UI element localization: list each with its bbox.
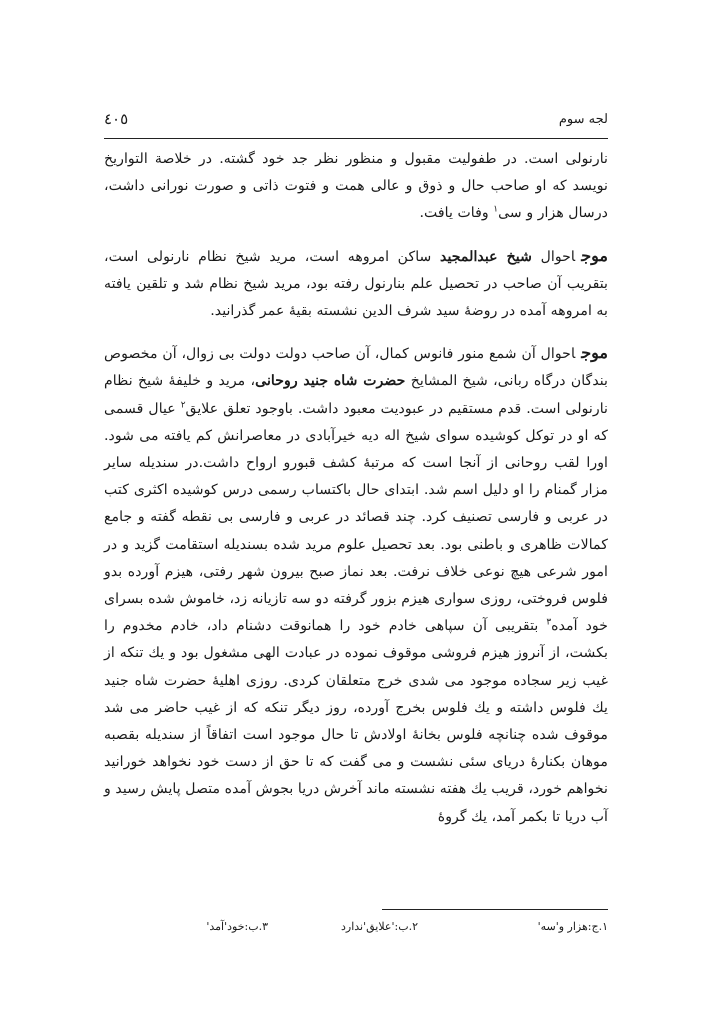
footnote-3: ۳.ب:خود'آمد' — [206, 920, 268, 933]
paragraph-2-text-2: ساکن امروهه است، مرید شیخ نظام نارنولی است، بتقریب آن صاحب در تحصیل علم بنارنول رفته بود، مرید شیخ نظام شد و تلقین یافته به امروهه آمده در روضهٔ سید شرف الدین نشسته بقیهٔ عمر گذرانید. — [104, 248, 608, 320]
paragraph-2-bold-name: شیخ عبدالمجید — [440, 248, 532, 265]
body-text — [104, 146, 608, 831]
footnote-marker-2: ۲ — [180, 399, 186, 410]
header-rule — [104, 138, 608, 139]
paragraph-1 — [104, 146, 608, 228]
paragraph-2-lead: موج — [581, 245, 608, 265]
paragraph-3-text-2: ، مرید و خلیفهٔ شیخ نظام نارنولی است. قدم مستقیم در عبودیت معبود داشت. باوجود تعلق علایق — [104, 373, 608, 417]
paragraph-1-text-2: وفات یافت. — [419, 205, 494, 222]
page-header — [104, 112, 608, 134]
paragraph-3-text-1: احوال آن شمع منور فانوس کمال، آن صاحب دولت دولت بی زوال، آن مخصوص بندگان درگاه ربانی، شیخ المشایخ — [104, 346, 608, 390]
footnote-rule — [382, 909, 608, 910]
paragraph-3-text-4: بتقریبی آن سپاهی خادم خود را همانوقت دشنام داد، خادم مخدوم را بکشت، از آنروز هیزم فروشی موقوف نموده در عبادت الهی مشغول بود و یك تنکه از غیب زیر سجاده موجود می شدی خرج متعلقان کردی. روزی اهلیهٔ حضرت شاه جنید یك فلوس داشته و یك فلوس بخرج آورده، روز دیگر تنکه که از غیب حاضر می شد موقوف شده چنانچه فلوس بخانهٔ اولادش تا حال موجود است اتفاقاً از سندیله بقصبه موهان بکنارهٔ دریای سئی نشست و می گفت که تا حق از دست خود نخواهد خورانید نخواهم خورد، قریب یك هفته نشسته ماند آخرش دریا بجوش آمده متصل پایش رسید و آب دریا تا بکمر آمد، یك گروهٔ — [104, 618, 608, 825]
footnote-1: ۱.ج:هزار و'سه' — [537, 920, 608, 933]
paragraph-3 — [104, 339, 608, 831]
paragraph-1-text-1: نارنولی است. در طفولیت مقبول و منظور نظر جد خود گشته. در خلاصة التواریخ نویسد که او صاحب حال و ذوق و عالی همت و فتوت ذاتی و صورت نورانی داشت، درسال هزار و سی — [104, 151, 608, 222]
footnote-marker-1: ۱ — [493, 204, 499, 215]
footnotes — [104, 920, 608, 940]
running-title: لجه سوم — [558, 112, 608, 127]
paragraph-3-text-3: عیال قسمی که او در توکل کوشیده سوای شیخ اله دیه خیرآبادی در معاصرانش کم یافته می شود. اورا لقب روحانی از آنجا است که مرتبهٔ کشف قبورو ارواح داشت.در سندیله سایر مزار گمنام را او دلیل اسم شد. ابتدای حال باکتساب رسمی درس کوشیده اکثری کتب در عربی و فارسی تصنیف کرد. چند قصائد در عربی و فارسی بی نقطه گفته و جامع کمالات ظاهری و باطنی بود. بعد تحصیل علوم مرید شده بسندیله استقامت گزید و در امور شرعی هیچ نوعی خلاف نرفت. بعد نماز صبح بیرون شهر رفتی، هیزم آورده بدو فلوس فروختی، روزی سواری هیزم بزور گرفته دو سه تازیانه زد، خاموش شده بسرای خود آمده — [104, 400, 608, 635]
footnote-2: ۲.ب:'علایق'ندارد — [341, 920, 418, 933]
paragraph-3-bold-name: حضرت شاه جنید روحانی — [255, 373, 406, 390]
footnote-marker-3: ۳ — [546, 617, 552, 628]
paragraph-2 — [104, 242, 608, 326]
page-number: ٤٠٥ — [104, 110, 129, 128]
paragraph-3-lead: موج — [581, 343, 608, 363]
paragraph-2-text-1: احوال — [531, 248, 576, 265]
